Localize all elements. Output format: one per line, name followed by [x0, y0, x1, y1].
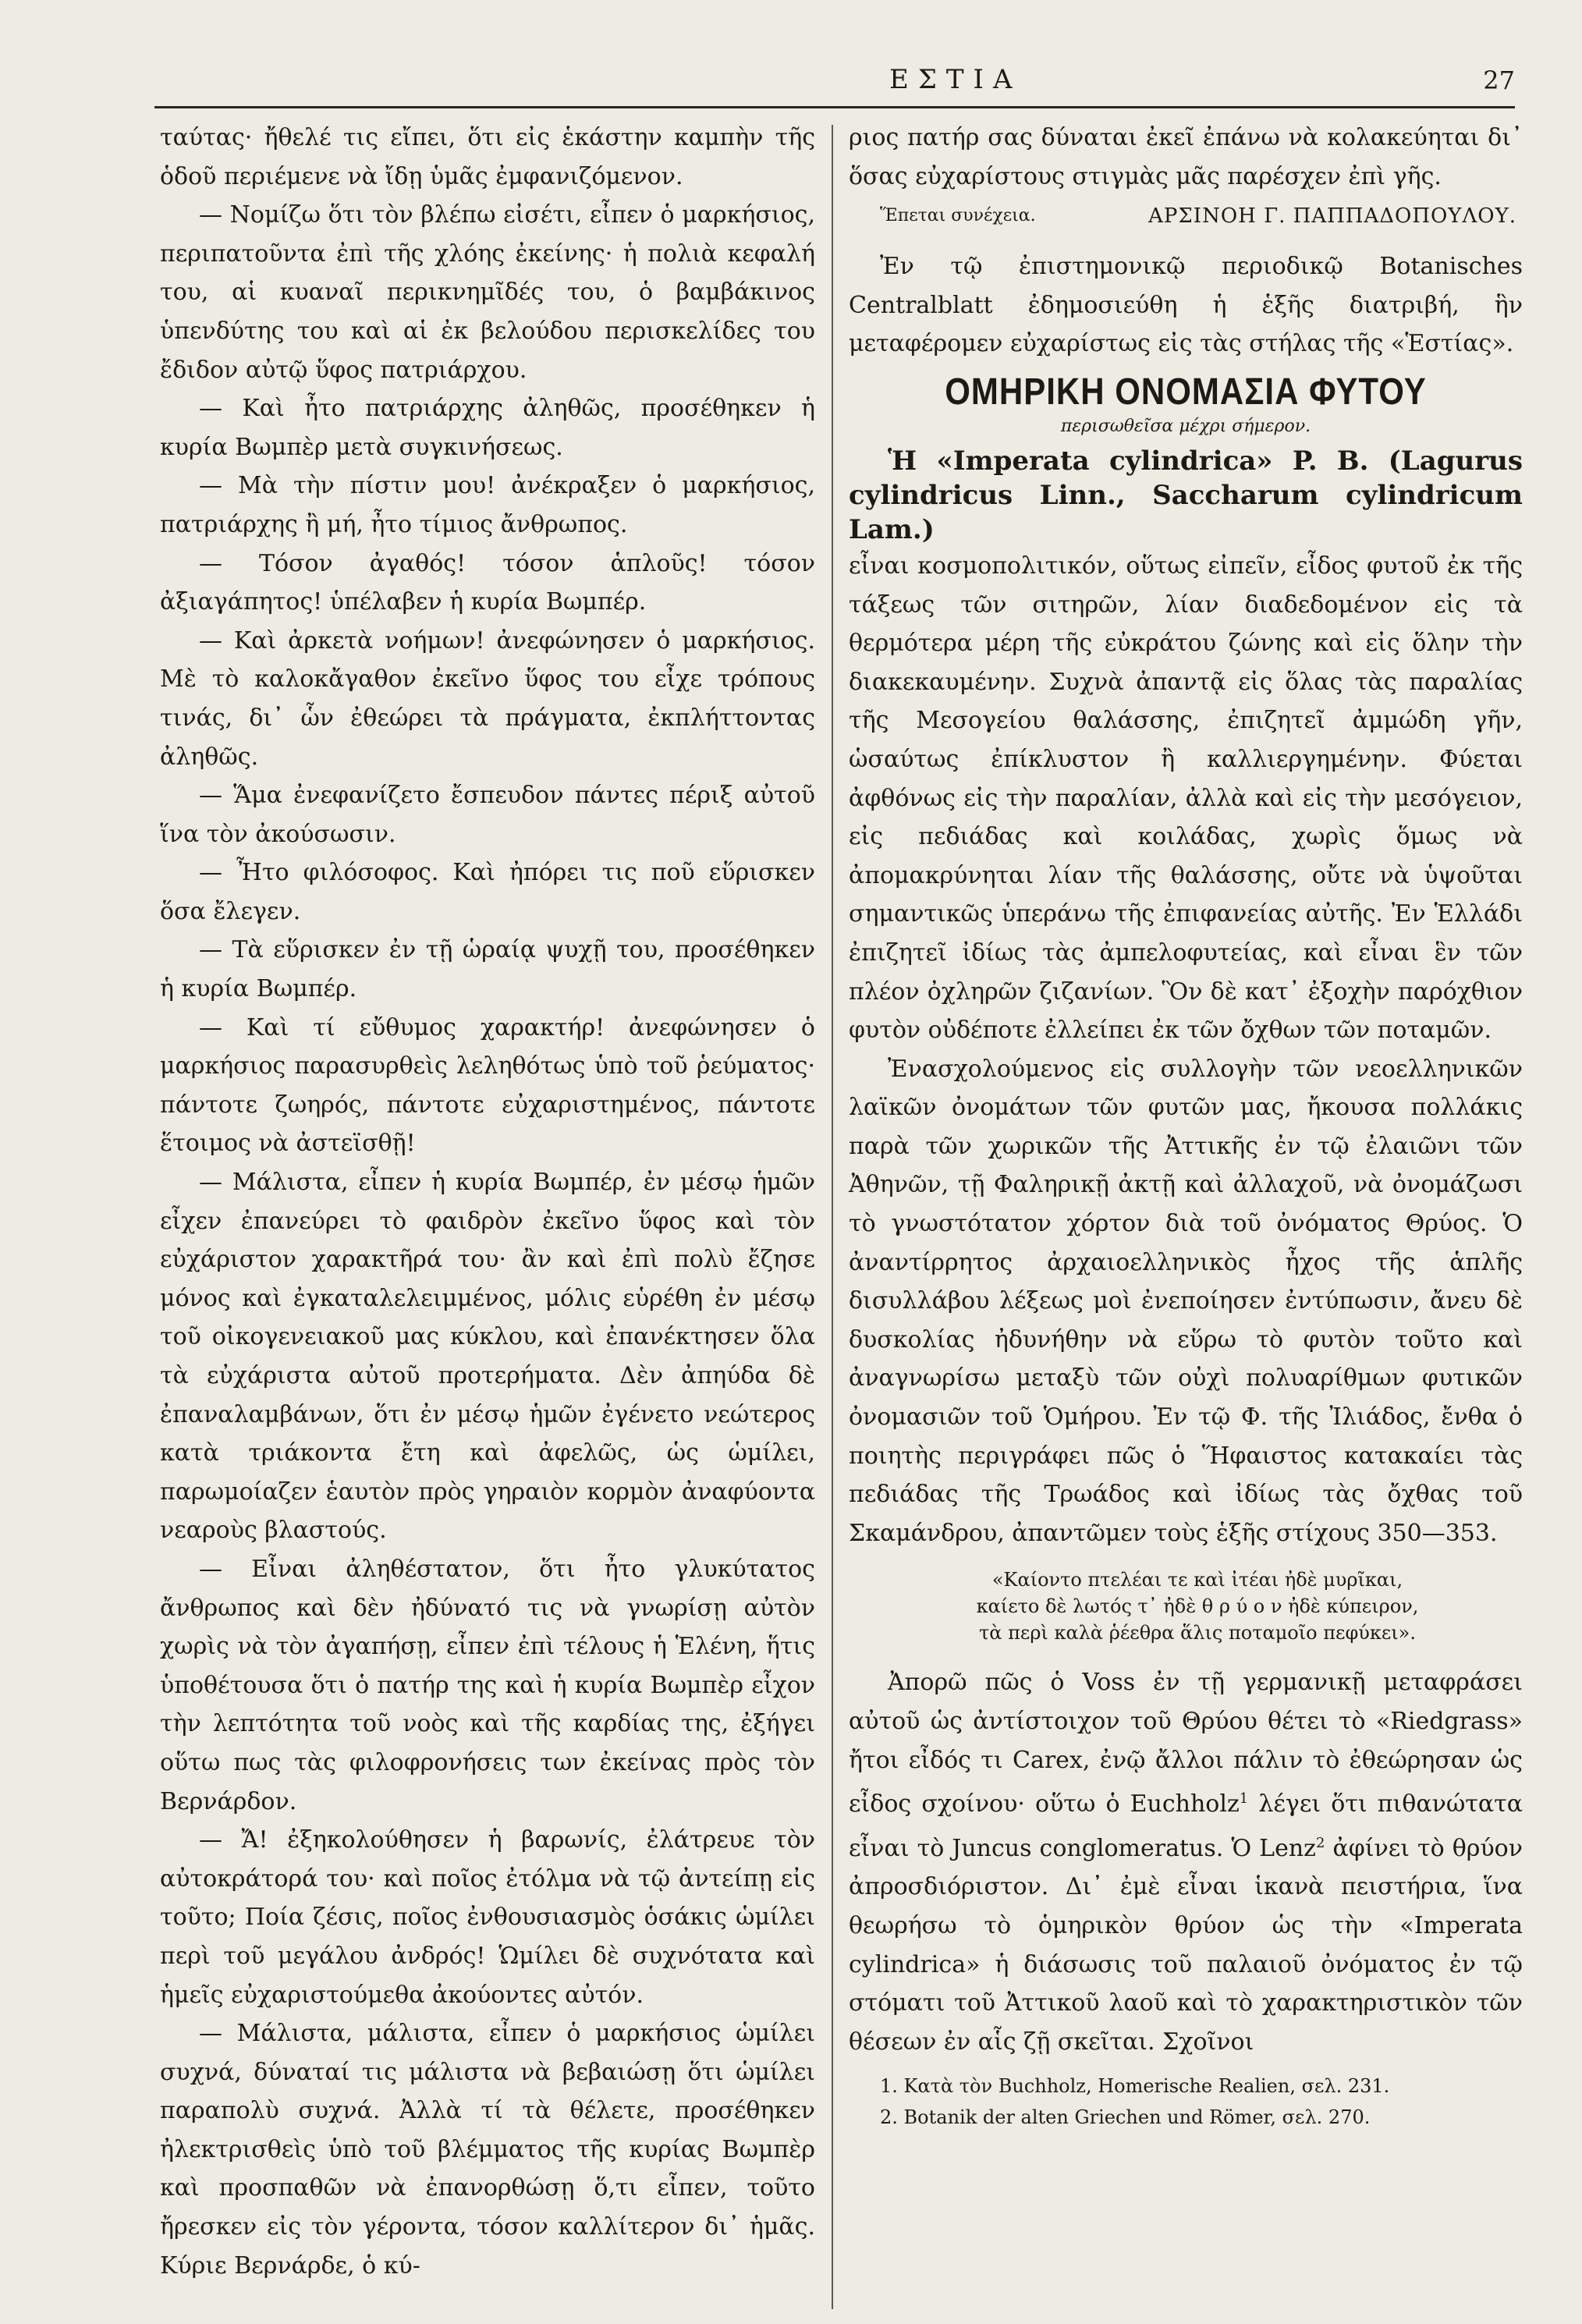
lead-paragraph: Ἡ «Imperata cylindrica» P. B. (Lagurus cylindricus Linn., Saccharum cylindricum Lam.) — [849, 445, 1523, 545]
dialogue-paragraph: — Τὰ εὕρισκεν ἐν τῇ ὡραίᾳ ψυχῇ του, προσέθηκεν ἡ κυρία Βωμπέρ. — [160, 936, 815, 1003]
dialogue-paragraph: — Καὶ ἀρκετὰ νοήμων! ἀνεφώνησεν ὁ μαρκήσιος. Μὲ τὸ καλοκἄγαθον ἐκεῖνο ὕφος του εἶχε τρόπους τινάς, δι᾽ ὧν ἐθεώρει τὰ πράγματα, ἐκπλήττοντας ἀληθῶς. — [160, 626, 815, 771]
dialogue-paragraph: — Καὶ ἦτο πατριάρχης ἀληθῶς, προσέθηκεν ἡ κυρία Βωμπὲρ μετὰ συγκινήσεως. — [160, 395, 815, 461]
page-header — [140, 61, 1521, 108]
header-rule — [154, 106, 1515, 108]
footnotes — [849, 2070, 1523, 2133]
signature-line — [849, 199, 1523, 233]
footnote: 2. Botanik der alten Griechen und Römer, σελ. 270. — [880, 2106, 1371, 2129]
right-column — [849, 119, 1523, 2133]
dialogue-paragraph: — Καὶ τί εὔθυμος χαρακτήρ! ἀνεφώνησεν ὁ μαρκήσιος παρασυρθεὶς λεληθότως ὑπὸ τοῦ ῥεύματος· πάντοτε ζωηρός, πάντοτε εὐχαριστημένος, πάντοτε ἕτοιμος νὰ ἀστεϊσθῇ! — [160, 1013, 815, 1158]
body-paragraph: εἶναι κοσμοπολιτικόν, οὕτως εἰπεῖν, εἶδος φυτοῦ ἐκ τῆς τάξεως τῶν σιτηρῶν, λίαν διαδεδομένον εἰς τὰ θερμότερα μέρη τῆς εὐκράτου ζώνης καὶ εἰς ὅλην τὴν διακεκαυμένην. Συχνὰ ἀπαντᾷ εἰς ὅλας τὰς παραλίας τῆς Μεσογείου θαλάσσης, ἐπιζητεῖ ἀμμώδη γῆν, ὡσαύτως ἐπίκλυστον ἢ καλλιεργημένην. Φύεται ἀφθόνως εἰς τὴν παραλίαν, ἀλλὰ καὶ εἰς τὴν μεσόγειον, εἰς πεδιάδας καὶ κοιλάδας, χωρὶς ὅμως νὰ ἀπομακρύνηται λίαν τῆς θαλάσσης, οὔτε νὰ ὑψοῦται σημαντικῶς ὑπεράνω τῆς ἐπιφανείας αὐτῆς. Ἐν Ἑλλάδι ἐπιζητεῖ ἰδίως τὰς ἀμπελοφυτείας, καὶ εἶναι ἓν τῶν πλέον ὀχληρῶν ζιζανίων. Ὃν δὲ κατ᾽ ἐξοχὴν παρόχθιον φυτὸν οὐδέποτε ἐλλείπει ἐκ τῶν ὄχθων τῶν ποταμῶν. — [849, 552, 1523, 1045]
closing-text-part: λέγει ὅτι πιθανώτατα εἶναι τὸ Juncus conglomeratus. Ὁ Lenz — [849, 1790, 1523, 1862]
quote-line: καίετο δὲ λωτός τ᾽ ἠδὲ θ ρ ύ ο ν ἠδὲ κύπειρον, — [976, 1595, 1419, 1618]
author-signature: ΑΡΣΙΝΟΗ Γ. ΠΑΠΠΑΔΟΠΟΥΛΟΥ. — [1148, 204, 1516, 229]
dialogue-paragraph: — Νομίζω ὅτι τὸν βλέπω εἰσέτι, εἶπεν ὁ μαρκήσιος, περιπατοῦντα ἐπὶ τῆς χλόης ἐκείνης· ἡ πολιὰ κεφαλή του, αἱ κυαναῖ περικνημῖδές του, ὁ βαμβάκινος ὑπενδύτης του καὶ αἱ ἐκ βελούδου περισκελίδες του ἔδιδον αὐτῷ ὕφος πατριάρχου. — [160, 201, 815, 384]
dialogue-paragraph: — Μὰ τὴν πίστιν μου! ἀνέκραξεν ὁ μαρκήσιος, πατριάρχης ἢ μή, ἦτο τίμιος ἄνθρωπος. — [160, 472, 815, 538]
footnote-reference: 2 — [1315, 1834, 1325, 1851]
dialogue-paragraph: — Ἄ! ἐξηκολούθησεν ἡ βαρωνίς, ἐλάτρευε τὸν αὐτοκράτορά του· καὶ ποῖος ἐτόλμα νὰ τῷ ἀντείπῃ εἰς τοῦτο; Ποία ζέσις, ποῖος ἐνθουσιασμὸς ὁσάκις ὡμίλει περὶ τοῦ μεγάλου ἀνδρός! Ὡμίλει δὲ συχνότατα καὶ ἡμεῖς εὐχαριστούμεθα ἀκούοντες αὐτόν. — [160, 1826, 815, 2009]
closing-text-part: Ἀπορῶ πῶς ὁ Voss ἐν τῇ γερμανικῇ μεταφράσει αὐτοῦ ὡς ἀντίστοιχον τοῦ Θρύου θέτει τὸ «Riedgrass» ἤτοι εἶδός τι Carex, ἐνῷ ἄλλοι πάλιν τὸ ἐθεώρησαν ὡς εἶδος σχοίνου· οὕτω ὁ Euchholz — [849, 1669, 1523, 1818]
continuation-note: Ἕπεται συνέχεια. — [880, 206, 1036, 226]
body-paragraph: Ἐνασχολούμενος εἰς συλλογὴν τῶν νεοελληνικῶν λαϊκῶν ὀνομάτων τῶν φυτῶν μας, ἤκουσα πολλάκις παρὰ τῶν χωρικῶν τῆς Ἀττικῆς ἐν τῷ ἐλαιῶνι τῶν Ἀθηνῶν, τῇ Φαληρικῇ ἀκτῇ καὶ ἀλλαχοῦ, νὰ ὀνομάζωσι τὸ γνωστότατον χόρτον διὰ τοῦ ὀνόματος Θρύος. Ὁ ἀναντίρρητος ἀρχαιοελληνικὸς ἦχος τῆς ἁπλῆς δισυλλάβου λέξεως μοὶ ἐνεποίησεν ἐντύπωσιν, ἄνευ δὲ δυσκολίας ἠδυνήθην νὰ εὕρω τὸ φυτὸν τοῦτο καὶ ἀναγνωρίσω μεταξὺ τῶν οὐχὶ πολυαρίθμων φυτικῶν ὀνομασιῶν τοῦ Ὁμήρου. Ἐν τῷ Φ. τῆς Ἰλιάδος, ἔνθα ὁ ποιητὴς περιγράφει πῶς ὁ Ἥφαιστος κατακαίει τὰς πεδιάδας τῆς Τρωάδος καὶ ἰδίως τὰς ὄχθας τοῦ Σκαμάνδρου, ἀπαντῶμεν τοὺς ἑξῆς στίχους 350—353. — [849, 1055, 1523, 1547]
continuation-paragraph: ριος πατήρ σας δύναται ἐκεῖ ἐπάνω νὰ κολακεύηται δι᾽ ὅσας εὐχαρίστους στιγμὰς μᾶς παρέσχεν ἐπὶ γῆς. — [849, 124, 1523, 190]
dialogue-paragraph: — Ἅμα ἐνεφανίζετο ἔσπευδον πάντες πέριξ αὐτοῦ ἵνα τὸν ἀκούσωσιν. — [160, 782, 815, 848]
editor-note: Ἐν τῷ ἐπιστημονικῷ περιοδικῷ Botanisches Centralblatt ἐδημοσιεύθη ἡ ἑξῆς διατριβή, ἣν μεταφέρομεν εὐχαρίστως εἰς τὰς στήλας τῆς «Ἑστίας». — [849, 253, 1523, 358]
left-column — [160, 119, 815, 2285]
quote-line: «Καίοντο πτελέαι τε καὶ ἰτέαι ἠδὲ μυρῖκαι, — [991, 1569, 1403, 1591]
column-divider — [832, 125, 833, 2309]
homeric-quote — [849, 1566, 1523, 1646]
footnote-reference: 1 — [1239, 1790, 1249, 1808]
body-paragraph — [849, 1663, 1523, 2061]
dialogue-paragraph: — Εἶναι ἀληθέστατον, ὅτι ἦτο γλυκύτατος ἄνθρωπος καὶ δὲν ἠδύνατό τις νὰ γνωρίσῃ αὐτὸν χωρὶς νὰ τὸν ἀγαπήσῃ, εἶπεν ἐπὶ τέλους ἡ Ἑλένη, ἥτις ὑποθέτουσα ὅτι ὁ πατήρ της καὶ ἡ κυρία Βωμπὲρ εἶχον τὴν λεπτότητα τοῦ νοὸς καὶ τῆς καρδίας της, ἐξήγει οὕτω πως τὰς φιλοφρονήσεις των ἐκείνας πρὸς τὸν Βερνάρδον. — [160, 1555, 815, 1815]
page-number: 27 — [1483, 66, 1515, 95]
closing-text-part: ἀφίνει τὸ θρύον ἀπροσδιόριστον. Δι᾽ ἐμὲ εἶναι ἱκανὰ πειστήρια, ἵνα θεωρήσω τὸ ὁμηρικὸν θρύον ὡς τὴν «Imperata cylindrica» ἡ διάσωσις τοῦ παλαιοῦ ὀνόματος ἐν τῷ στόματι τοῦ Ἀττικοῦ λαοῦ καὶ τὸ χαρακτηριστικὸν τῶν θέσεων ἐν αἷς ζῇ σκεῖται. Σχοῖνοι — [849, 1834, 1523, 2056]
dialogue-paragraph: — Μάλιστα, μάλιστα, εἶπεν ὁ μαρκήσιος ὡμίλει συχνά, δύναταί τις μάλιστα νὰ βεβαιώσῃ ὅτι ὡμίλει παραπολὺ συχνά. Ἀλλὰ τί τὰ θέλετε, προσέθηκεν ἠλεκτρισθεὶς ὑπὸ τοῦ βλέμματος τῆς κυρίας Βωμπὲρ καὶ προσπαθῶν νὰ ἐπανορθώσῃ ὅ,τι εἶπεν, τοῦτο ἤρεσκεν εἰς τὸν γέροντα, τόσον καλλίτερον δι᾽ ἡμᾶς. Κύριε Βερνάρδε, ὁ κύ- — [160, 2020, 815, 2280]
dialogue-paragraph: — Ἦτο φιλόσοφος. Καὶ ἠπόρει τις ποῦ εὕρισκεν ὅσα ἔλεγεν. — [160, 859, 815, 925]
paragraph: ταύτας· ἤθελέ τις εἴπει, ὅτι εἰς ἑκάστην καμπὴν τῆς ὁδοῦ περιέμενε νὰ ἴδῃ ὑμᾶς ἐμφανιζόμενον. — [160, 124, 815, 190]
article-title: ΟΜΗΡΙΚΗ ΟΝΟΜΑΣΙΑ ΦΥΤΟΥ — [945, 370, 1427, 413]
journal-title: ΕΣΤΙΑ — [889, 64, 1022, 95]
quote-line: τὰ περὶ καλὰ ῥέεθρα ἅλις ποταμοῖο πεφύκει». — [979, 1622, 1416, 1645]
dialogue-paragraph: — Τόσον ἀγαθός! τόσον ἁπλοῦς! τόσον ἀξιαγάπητος! ὑπέλαβεν ἡ κυρία Βωμπέρ. — [160, 549, 815, 616]
footnote: 1. Κατὰ τὸν Buchholz, Homerische Realien, σελ. 231. — [880, 2075, 1390, 2098]
article-subtitle: περισωθεῖσα μέχρι σήμερον. — [1060, 416, 1311, 436]
dialogue-paragraph: — Μάλιστα, εἶπεν ἡ κυρία Βωμπέρ, ἐν μέσῳ ἡμῶν εἶχεν ἐπανεύρει τὸ φαιδρὸν ἐκεῖνο ὕφος καὶ τὸν εὐχάριστον χαρακτῆρά του· ἂν καὶ ἐπὶ πολὺ ἔζησε μόνος καὶ ἐγκαταλελειμμένος, μόλις εὑρέθη ἐν μέσῳ τοῦ οἰκογενειακοῦ μας κύκλου, καὶ ἐπανέκτησεν ὅλα τὰ εὐχάριστα αὐτοῦ προτερήματα. Δὲν ἀπηύδα δὲ ἐπαναλαμβάνων, ὅτι ἐν μέσῳ ἡμῶν ἐγένετο νεώτερος κατὰ τριάκοντα ἔτη καὶ ἀφελῶς, ὡς ὡμίλει, παρωμοίαζεν ἑαυτὸν πρὸς γηραιὸν κορμὸν ἀναφύοντα νεαροὺς βλαστούς. — [160, 1169, 815, 1545]
